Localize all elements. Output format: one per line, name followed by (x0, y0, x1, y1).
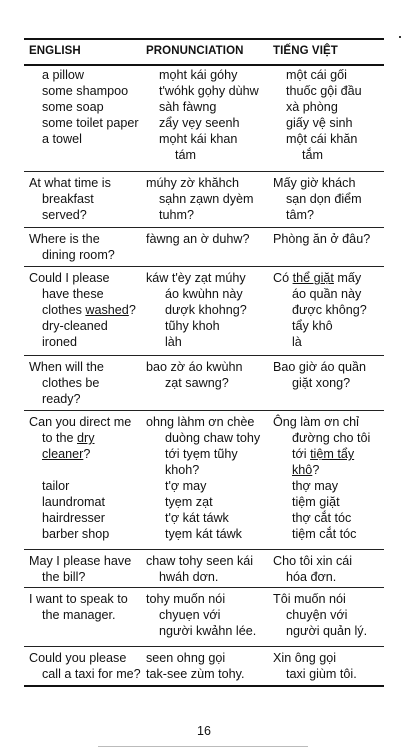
english-cell (29, 67, 139, 147)
english-line: the manager. (42, 608, 116, 622)
phrase-row-bill (24, 550, 384, 588)
pronunciation-line: t'ợ may (165, 479, 207, 493)
pronunciation-line: khoh? (165, 463, 200, 477)
vietnamese-line: tiệm giặt (292, 495, 340, 509)
english-line: Can you direct me (29, 415, 132, 429)
underlined-word: khô (292, 463, 313, 477)
phrase-row-dining-room (24, 228, 384, 267)
vietnamese-line: Phòng ăn ở đâu? (273, 232, 371, 246)
vietnamese-line: Mấy giờ khách (273, 176, 356, 190)
header-pronunciation: PRONUNCIATION (146, 45, 244, 57)
pronunciation-cell (146, 553, 253, 585)
vietnamese-cell (273, 359, 366, 391)
pronunciation-line: fàwng an ờ duhw? (146, 232, 250, 246)
pronunciation-line: ohng làhm ơn chèe (146, 415, 255, 429)
english-cell (29, 231, 115, 263)
underlined-word: thể giặt (292, 271, 334, 285)
pronunciation-cell (146, 270, 247, 350)
english-line: tailor (42, 479, 70, 493)
pronunciation-line: tới tyẹm tũhy (165, 447, 238, 461)
english-line: a towel (42, 132, 82, 146)
vietnamese-line: giấy vệ sinh (286, 116, 353, 130)
pronunciation-cell (146, 414, 260, 542)
vietnamese-line: thợ cắt tóc (292, 511, 352, 525)
underlined-word: washed (85, 303, 129, 317)
vietnamese-cell (273, 270, 367, 350)
pronunciation-line: tyẹm kát táwk (165, 527, 242, 541)
english-line: Could I please (29, 271, 110, 285)
pronunciation-line: chyuẹn với (159, 608, 221, 622)
pronunciation-line: chaw tohy seen kái (146, 554, 254, 568)
vietnamese-line: đường cho tôi (292, 431, 371, 445)
pronunciation-cell (146, 67, 259, 163)
pronunciation-line: sạhn zạwn dyèm (159, 192, 254, 206)
vietnamese-line: là (292, 335, 302, 349)
vietnamese-line: Xin ông gọi (273, 651, 337, 665)
pronunciation-line: bao zờ áo kwùhn (146, 360, 243, 374)
pronunciation-line: người kwảhn lée. (159, 624, 257, 638)
vietnamese-line: taxi giùm tôi. (286, 667, 357, 681)
vietnamese-line: người quản lý. (286, 624, 368, 638)
vietnamese-line: giặt xong? (292, 376, 351, 390)
english-cell (29, 650, 141, 682)
vietnamese-line: khô? (292, 463, 320, 477)
pronunciation-line: làh (165, 335, 182, 349)
english-line: cleaner? (42, 447, 91, 461)
english-line: When will the (29, 360, 104, 374)
english-line: laundromat (42, 495, 106, 509)
underlined-word: cleaner (42, 447, 84, 461)
vietnamese-cell (273, 67, 362, 163)
pronunciation-line: tohy muốn nói (146, 592, 226, 606)
english-line: Where is the (29, 232, 100, 246)
english-line: some soap (42, 100, 104, 114)
header-vietnamese: TIẾNG VIỆT (273, 45, 338, 57)
vietnamese-line: tâm? (286, 208, 314, 222)
pronunciation-line: tuhm? (159, 208, 195, 222)
english-cell (29, 591, 128, 623)
english-line: some toilet paper (42, 116, 139, 130)
vietnamese-line: tiệm cắt tóc (292, 527, 357, 541)
pronunciation-line: tũhy khoh (165, 319, 220, 333)
vietnamese-line: Tôi muốn nói (273, 592, 346, 606)
vietnamese-line: chuyện với (286, 608, 348, 622)
pronunciation-line: tyẹm zạt (165, 495, 213, 509)
header-english: ENGLISH (29, 45, 81, 57)
vietnamese-line: một cái khăn (286, 132, 358, 146)
vietnamese-line: xà phòng (286, 100, 338, 114)
english-line: breakfast (42, 192, 94, 206)
vietnamese-line: Cho tôi xin cái (273, 554, 353, 568)
pronunciation-line: káw t'èy zạt múhy (146, 271, 246, 285)
pronunciation-cell (146, 359, 242, 391)
underlined-word: dry (77, 431, 95, 445)
english-cell (29, 175, 111, 223)
pronunciation-cell (146, 650, 244, 682)
pronunciation-line: tám (175, 148, 196, 162)
vietnamese-line: sạn dọn điểm (286, 192, 362, 206)
english-line: I want to speak to (29, 592, 128, 606)
english-line: to the dry (42, 431, 95, 445)
pronunciation-line: mọht kái khan (159, 132, 238, 146)
english-cell (29, 414, 131, 542)
vietnamese-line: tắm (302, 148, 323, 162)
vietnamese-line: thuốc gội đầu (286, 84, 362, 98)
underlined-word: tiệm tẩy (310, 447, 355, 461)
vietnamese-cell (273, 231, 370, 247)
vietnamese-line: áo quần này (292, 287, 362, 301)
english-line: Could you please (29, 651, 127, 665)
english-line: clothes be (42, 376, 100, 390)
english-line: call a taxi for me? (42, 667, 141, 681)
english-line: hairdresser (42, 511, 105, 525)
pronunciation-line: áo kwùhn này (165, 287, 243, 301)
vietnamese-line: Có thể giặt mấy (273, 271, 362, 285)
english-line: ready? (42, 392, 81, 406)
english-line: clothes washed? (42, 303, 136, 317)
english-cell (29, 553, 131, 585)
pronunciation-line: zẩy vẹy seenh (159, 116, 240, 130)
english-cell (29, 270, 136, 350)
corner-dot (399, 36, 401, 38)
pronunciation-cell (146, 591, 256, 639)
column-header (24, 38, 384, 66)
phrase-row-taxi (24, 647, 384, 687)
vietnamese-line: Bao giờ áo quần (273, 360, 366, 374)
pronunciation-line: t'ợ kát táwk (165, 511, 229, 525)
phrase-row-breakfast (24, 172, 384, 228)
phrase-row-clothes-ready (24, 356, 384, 411)
english-line: At what time is (29, 176, 111, 190)
vietnamese-line: thợ may (292, 479, 339, 493)
footer-rule (98, 746, 308, 747)
vietnamese-line: một cái gối (286, 68, 347, 82)
vietnamese-cell (273, 175, 362, 223)
vietnamese-line: tẩy khô (292, 319, 333, 333)
pronunciation-line: t'wóhk gọhy dùhw (159, 84, 259, 98)
english-line: the bill? (42, 570, 86, 584)
english-line: ironed (42, 335, 78, 349)
vietnamese-cell (273, 650, 357, 682)
vietnamese-line: Ông làm ơn chỉ (273, 415, 359, 429)
english-line: May I please have (29, 554, 132, 568)
vietnamese-cell (273, 553, 352, 585)
english-line: a pillow (42, 68, 84, 82)
english-cell (29, 359, 104, 407)
pronunciation-line: mọht kái góhy (159, 68, 238, 82)
english-line: dining room? (42, 248, 115, 262)
pronunciation-line: sàh fàwng (159, 100, 217, 114)
phrase-row-directions (24, 411, 384, 550)
english-line: barber shop (42, 527, 110, 541)
english-line: dry-cleaned (42, 319, 108, 333)
phrase-row-washing (24, 267, 384, 356)
pronunciation-cell (146, 231, 249, 247)
english-line: some shampoo (42, 84, 129, 98)
english-line (29, 462, 131, 478)
vietnamese-cell (273, 591, 367, 639)
vietnamese-cell (273, 414, 370, 542)
pronunciation-line: dượk khohng? (165, 303, 247, 317)
vietnamese-line: tới tiệm tẩy (292, 447, 355, 461)
vietnamese-line: hóa đơn. (286, 570, 337, 584)
vietnamese-line: được không? (292, 303, 367, 317)
pronunciation-line: hwáh dơn. (159, 570, 219, 584)
pronunciation-line: tak-see zùm tohy. (146, 667, 245, 681)
pronunciation-cell (146, 175, 254, 223)
pronunciation-line: múhy zờ khăhch (146, 176, 239, 190)
english-line: served? (42, 208, 87, 222)
phrase-row-manager (24, 588, 384, 647)
page-number: 16 (197, 724, 211, 738)
pronunciation-line: duòng chaw tohy (165, 431, 261, 445)
english-line: have these (42, 287, 104, 301)
pronunciation-line: zạt sawng? (165, 376, 229, 390)
phrase-row-toiletries (24, 64, 384, 172)
pronunciation-line: seen ohng gọi (146, 651, 226, 665)
